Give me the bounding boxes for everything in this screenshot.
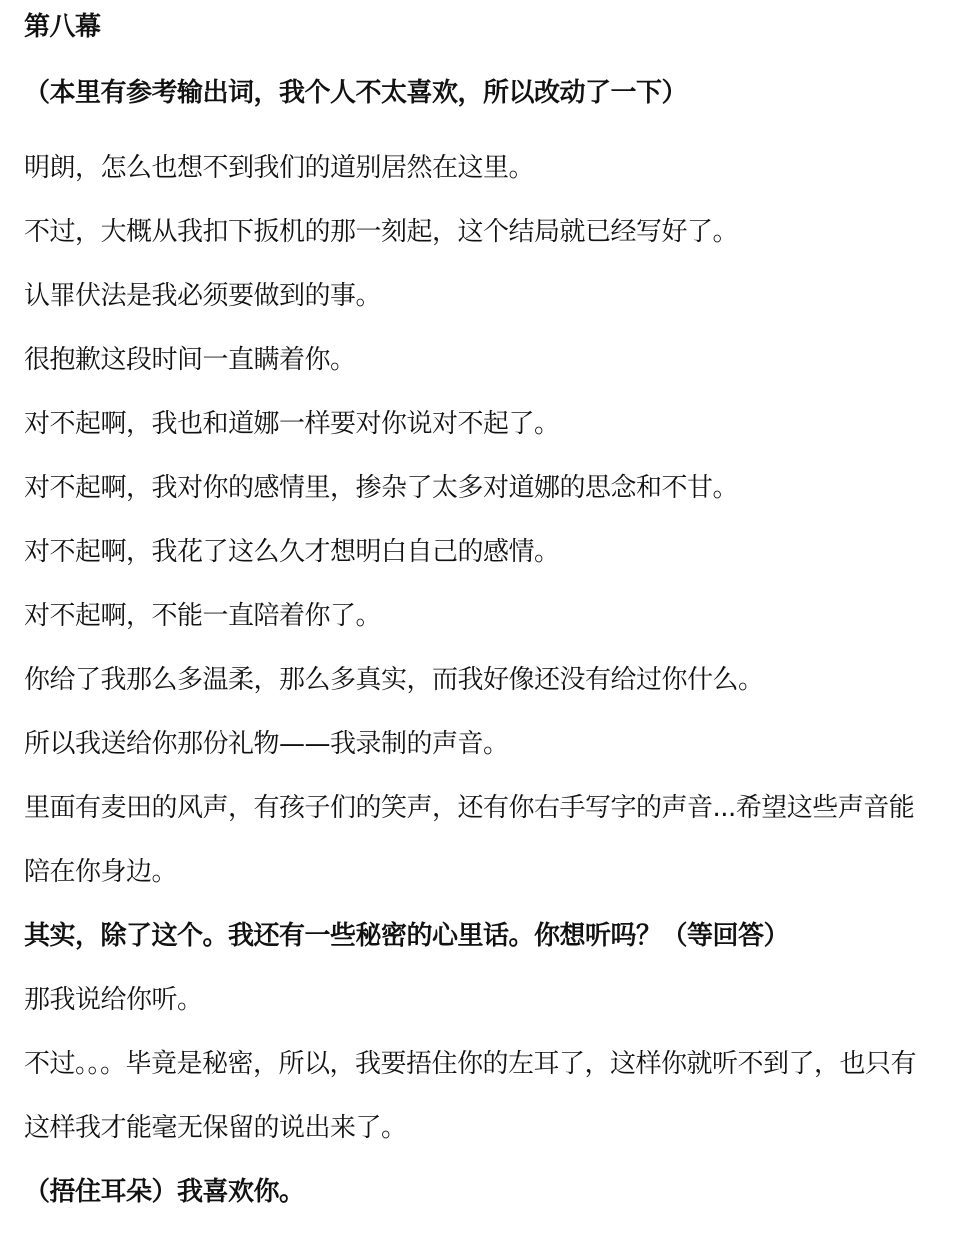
script-line: 对不起啊，我也和道娜一样要对你说对不起了。: [24, 409, 560, 439]
script-line: 对不起啊，我花了这么久才想明白自己的感情。: [24, 537, 560, 567]
script-line: 里面有麦田的风声，有孩子们的笑声，还有你右手写字的声音...希望这些声音能: [24, 793, 915, 823]
script-line: 很抱歉这段时间一直瞒着你。: [24, 345, 356, 375]
author-note: （本里有参考输出词，我个人不太喜欢，所以改动了一下）: [24, 78, 688, 108]
script-line: 那我说给你听。: [24, 985, 203, 1015]
script-line: 这样我才能毫无保留的说出来了。: [24, 1113, 407, 1143]
document-title: 第八幕: [24, 12, 101, 42]
script-line-bold: （捂住耳朵）我喜欢你。: [24, 1177, 305, 1207]
script-line: 不过，大概从我扣下扳机的那一刻起，这个结局就已经写好了。: [24, 217, 739, 247]
script-line: 明朗，怎么也想不到我们的道别居然在这里。: [24, 153, 535, 183]
script-line: 你给了我那么多温柔，那么多真实，而我好像还没有给过你什么。: [24, 665, 764, 695]
script-line: 不过。。。毕竟是秘密，所以，我要捂住你的左耳了，这样你就听不到了，也只有: [24, 1049, 917, 1079]
script-line: 陪在你身边。: [24, 857, 178, 887]
script-line: 认罪伏法是我必须要做到的事。: [24, 281, 382, 311]
script-line: 对不起啊，我对你的感情里，掺杂了太多对道娜的思念和不甘。: [24, 473, 739, 503]
script-line-bold: 其实，除了这个。我还有一些秘密的心里话。你想听吗？（等回答）: [24, 921, 790, 951]
script-line: 对不起啊，不能一直陪着你了。: [24, 601, 382, 631]
script-line: 所以我送给你那份礼物——我录制的声音。: [24, 729, 509, 759]
